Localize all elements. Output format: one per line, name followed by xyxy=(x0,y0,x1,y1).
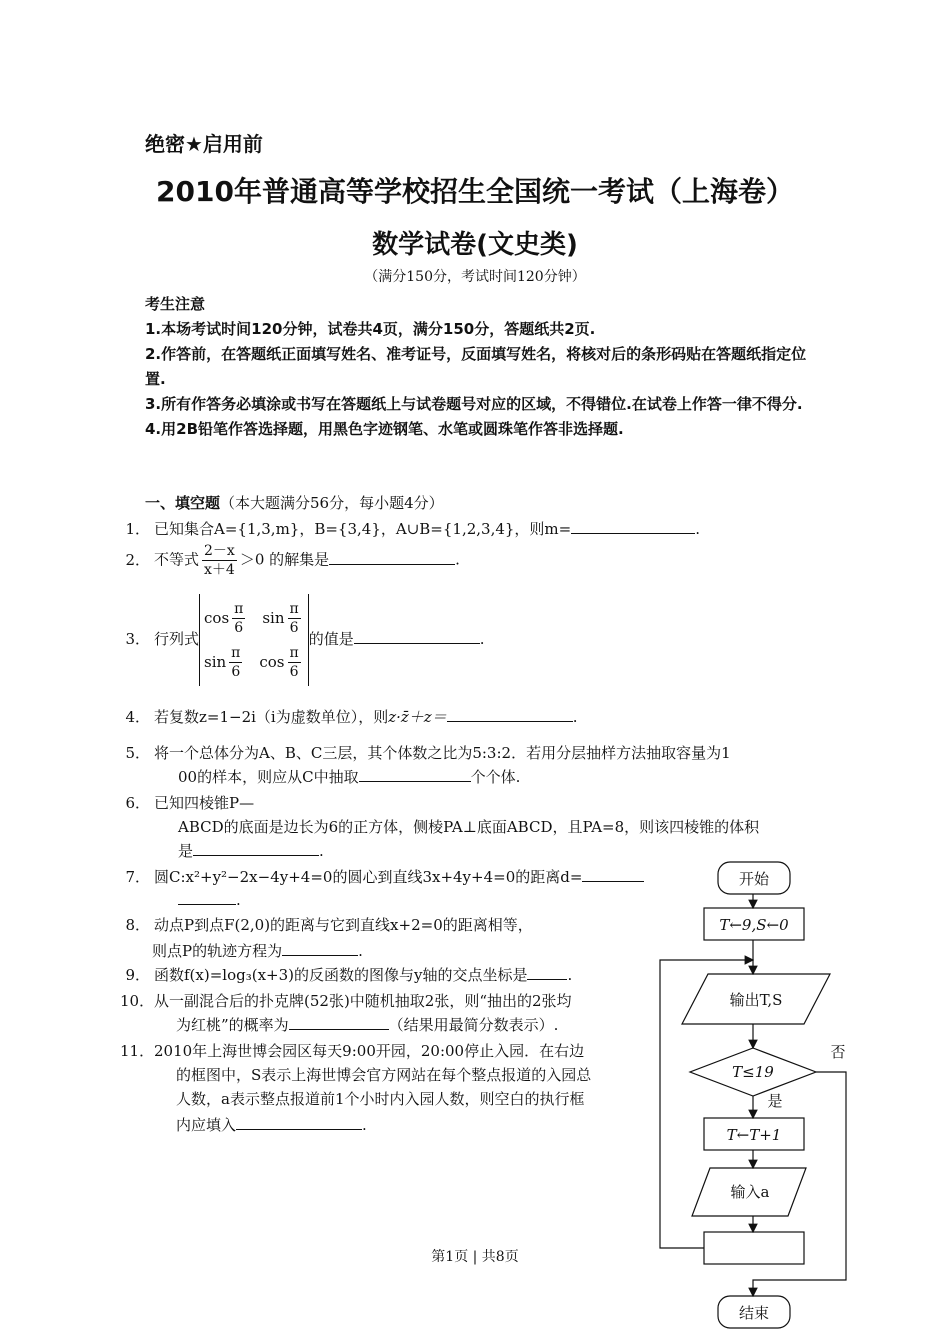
question-number: 10． xyxy=(120,992,155,1010)
flow-input-label: 输入a xyxy=(730,1183,770,1201)
question-10 xyxy=(120,990,572,1011)
question-text: 函数f(x)=log₃(x+3)的反函数的图像与y轴的交点坐标是 xyxy=(154,966,528,984)
question-number: 5． xyxy=(125,744,150,762)
flow-condition-label: T≤19 xyxy=(732,1063,774,1081)
question-3 xyxy=(120,594,485,686)
fraction-denominator: 6 xyxy=(231,663,241,680)
question-2 xyxy=(120,542,460,579)
func-name: cos xyxy=(204,609,230,627)
flow-output-label: 输出T,S xyxy=(729,991,783,1009)
question-text: ＞0 的解集是 xyxy=(239,550,330,569)
fraction-numerator: π xyxy=(231,644,241,661)
answer-blank xyxy=(354,629,480,644)
section-heading xyxy=(145,492,444,513)
question-7-cont xyxy=(178,890,241,909)
question-6 xyxy=(120,792,254,813)
question-6-cont2 xyxy=(178,840,324,861)
question-text: 从一副混合后的扑克牌(52张)中随机抽取2张，则“抽出的2张均 xyxy=(154,992,572,1010)
question-number: 9． xyxy=(125,966,150,984)
question-text: 的值是 xyxy=(308,630,354,648)
answer-blank xyxy=(236,1115,362,1130)
section-desc: （本大题满分56分，每小题4分） xyxy=(220,494,444,512)
answer-blank xyxy=(571,519,695,534)
fraction-numerator: π xyxy=(289,644,299,661)
punct: . xyxy=(455,550,460,569)
section-title: 一、填空题 xyxy=(145,494,221,512)
fraction-denominator: x＋4 xyxy=(204,562,235,578)
question-text: 内应填入 xyxy=(176,1116,237,1134)
fraction xyxy=(288,600,301,637)
determinant-row xyxy=(204,640,304,684)
fraction-numerator: π xyxy=(234,600,244,617)
flow-increment-label: T←T+1 xyxy=(726,1126,782,1144)
question-5 xyxy=(120,742,731,763)
answer-blank xyxy=(289,1015,389,1030)
fraction-denominator: 6 xyxy=(234,619,244,636)
question-text: 动点P到点F(2,0)的距离与它到直线x+2=0的距离相等， xyxy=(154,916,533,934)
question-text: 是 xyxy=(178,842,194,860)
question-4 xyxy=(120,706,578,727)
question-11-cont3 xyxy=(176,1114,367,1135)
punct: . xyxy=(567,966,573,984)
question-9 xyxy=(120,964,572,985)
question-text: 为红桃”的概率为 xyxy=(176,1016,289,1034)
determinant-cell xyxy=(204,644,245,681)
fraction-denominator: 6 xyxy=(289,619,299,636)
punct: . xyxy=(319,842,324,860)
question-text: 人数，a表示整点报道前1个小时内入园人数，则空白的执行框 xyxy=(176,1090,585,1108)
question-7 xyxy=(120,866,644,887)
question-6-cont xyxy=(178,816,759,837)
secret-label: 绝密★启用前 xyxy=(145,132,263,156)
determinant-cell xyxy=(262,600,303,637)
question-text: 00的样本，则应从C中抽取 xyxy=(178,768,359,786)
question-text: 圆C:x²+y²−2x−4y+4=0的圆心到直线3x+4y+4=0的距离d= xyxy=(154,868,583,886)
question-text: 2010年上海世博会园区每天9:00开园，20:00停止入园．在右边 xyxy=(154,1042,585,1060)
question-text: 不等式 xyxy=(154,550,200,569)
question-text: 已知四棱锥P— xyxy=(154,794,255,812)
fraction-numerator: 2－x xyxy=(204,543,235,559)
flow-yes-label: 是 xyxy=(767,1092,783,1110)
notice-heading: 考生注意 xyxy=(145,295,206,313)
answer-blank xyxy=(447,707,573,722)
fraction xyxy=(229,644,242,681)
determinant-cell xyxy=(204,600,248,637)
question-8-cont xyxy=(152,940,363,961)
answer-blank xyxy=(329,550,455,565)
question-8 xyxy=(120,914,533,935)
question-text: 若复数z=1−2i（i为虚数单位），则 xyxy=(154,708,389,726)
fraction xyxy=(232,600,245,637)
punct: . xyxy=(695,520,700,538)
fraction xyxy=(288,644,301,681)
question-number: 7． xyxy=(125,868,150,886)
question-number: 4． xyxy=(125,708,150,726)
question-number: 6． xyxy=(125,794,150,812)
flowchart xyxy=(640,850,880,1340)
exam-title: 2010年普通高等学校招生全国统一考试（上海卷） xyxy=(156,175,794,208)
question-number: 2． xyxy=(125,550,150,569)
punct: . xyxy=(572,708,578,726)
answer-blank xyxy=(359,767,471,782)
notice-block xyxy=(145,292,815,442)
question-text: 则点P的轨迹方程为 xyxy=(152,942,283,960)
determinant-row xyxy=(204,596,304,640)
question-5-cont xyxy=(178,766,520,787)
question-number: 1． xyxy=(125,520,150,538)
punct: . xyxy=(236,891,241,909)
flow-start-label: 开始 xyxy=(738,870,770,888)
notice-item: 1.本场考试时间120分钟，试卷共4页，满分150分，答题纸共2页. xyxy=(145,320,596,338)
question-11 xyxy=(120,1040,584,1061)
answer-blank xyxy=(282,941,358,956)
flow-no-label: 否 xyxy=(830,1043,846,1061)
answer-blank xyxy=(527,965,567,980)
notice-item: 3.所有作答务必填涂或书写在答题纸上与试卷题号对应的区域，不得错位.在试卷上作答一律不得分. xyxy=(145,395,803,413)
fraction-denominator: 6 xyxy=(289,663,299,680)
question-text: 将一个总体分为A、B、C三层，其个体数之比为5:3:2．若用分层抽样方法抽取容量为1 xyxy=(154,744,731,762)
question-11-cont xyxy=(176,1064,591,1085)
question-text: 已知集合A={1,3,m}，B={3,4}，A∪B={1,2,3,4}，则m= xyxy=(154,520,572,538)
punct: . xyxy=(362,1116,367,1134)
question-number: 11． xyxy=(120,1042,155,1060)
notice-item: 4.用2B铅笔作答选择题，用黑色字迹钢笔、水笔或圆珠笔作答非选择题. xyxy=(145,420,624,438)
func-name: sin xyxy=(204,653,227,671)
determinant-cell xyxy=(259,644,303,681)
flow-end-label: 结束 xyxy=(738,1304,770,1322)
fraction-numerator: π xyxy=(289,600,299,617)
flow-init-label: T←9,S←0 xyxy=(719,916,789,934)
exam-score-note: （满分150分，考试时间120分钟） xyxy=(364,269,586,285)
punct: . xyxy=(479,630,485,648)
question-text: 个个体. xyxy=(470,768,521,786)
answer-blank xyxy=(178,890,236,905)
punct: . xyxy=(358,942,363,960)
func-name: cos xyxy=(259,653,285,671)
question-text: 的框图中，S表示上海世博会官方网站在每个整点报道的入园总 xyxy=(176,1066,592,1084)
question-1 xyxy=(120,518,700,539)
determinant xyxy=(199,594,309,686)
question-10-cont xyxy=(176,1014,558,1035)
func-name: sin xyxy=(262,609,285,627)
exam-subtitle: 数学试卷(文史类) xyxy=(372,230,578,260)
notice-item: 2.作答前，在答题纸正面填写姓名、准考证号，反面填写姓名，将核对后的条形码贴在答题纸指定位置. xyxy=(145,345,807,388)
question-text: 行列式 xyxy=(154,630,200,648)
answer-blank xyxy=(582,867,644,882)
question-number: 3． xyxy=(125,630,150,648)
question-text: （结果用最简分数表示）. xyxy=(388,1016,559,1034)
question-11-cont2 xyxy=(176,1088,585,1109)
question-number: 8． xyxy=(125,916,150,934)
answer-blank xyxy=(193,841,319,856)
page-footer: 第1页 | 共8页 xyxy=(431,1249,519,1265)
math-expression: z·z̄＋z＝ xyxy=(388,708,447,726)
fraction xyxy=(202,542,237,579)
question-text: ABCD的底面是边长为6的正方体，侧棱PA⊥底面ABCD，且PA=8，则该四棱锥的体积 xyxy=(178,818,760,836)
